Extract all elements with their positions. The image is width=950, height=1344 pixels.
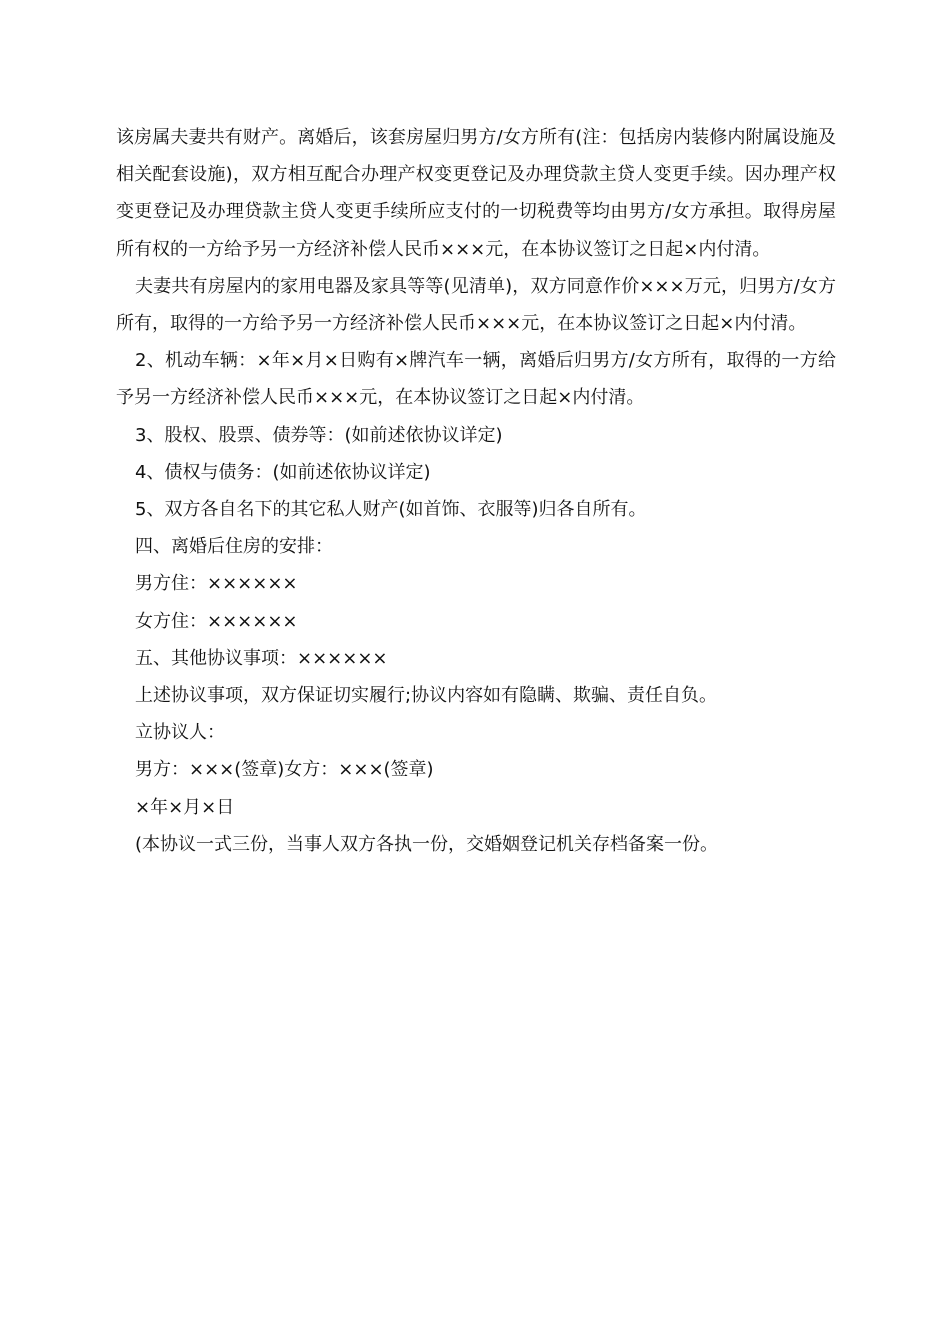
paragraph-house-ownership: 该房属夫妻共有财产。离婚后，该套房屋归男方/女方所有(注：包括房内装修内附属设施及相关配套设施)，双方相互配合办理产权变更登记及办理贷款主贷人变更手续。因办理产权变更登记及办理贷款主贷人变更手续所应支付的一切税费等均由男方/女方承担。取得房屋所有权的一方给予另一方经济补偿人民币×××元，在本协议签订之日起×内付清。 <box>116 127 836 260</box>
paragraph-copies-note: (本协议一式三份，当事人双方各执一份，交婚姻登记机关存档备案一份。 <box>135 833 719 855</box>
document-body <box>116 119 836 863</box>
paragraph-male-residence: 男方住：×××××× <box>135 573 298 595</box>
paragraph-equity-stocks: 3、股权、股票、债券等：(如前述依协议详定) <box>135 424 503 446</box>
paragraph-private-property: 5、双方各自名下的其它私人财产(如首饰、衣服等)归各自所有。 <box>135 499 647 521</box>
paragraph-motor-vehicle: 2、机动车辆：×年×月×日购有×牌汽车一辆，离婚后归男方/女方所有，取得的一方给予另一方经济补偿人民币×××元，在本协议签订之日起×内付清。 <box>116 350 836 409</box>
paragraph-household-items: 夫妻共有房屋内的家用电器及家具等等(见清单)，双方同意作价×××万元，归男方/女方所有，取得的一方给予另一方经济补偿人民币×××元，在本协议签订之日起×内付清。 <box>116 275 836 335</box>
paragraph-female-residence: 女方住：×××××× <box>135 610 298 632</box>
signature-line: 男方：×××(签章)女方：×××(签章) <box>135 759 434 781</box>
signatories-label: 立协议人： <box>135 722 225 744</box>
section-heading-housing: 四、离婚后住房的安排： <box>135 536 333 558</box>
paragraph-claims-debts: 4、债权与债务：(如前述依协议详定) <box>135 461 431 483</box>
section-heading-other-matters: 五、其他协议事项：×××××× <box>135 647 388 669</box>
date-line: ×年×月×日 <box>135 796 235 818</box>
paragraph-guarantee: 上述协议事项，双方保证切实履行;协议内容如有隐瞒、欺骗、责任自负。 <box>135 685 718 707</box>
